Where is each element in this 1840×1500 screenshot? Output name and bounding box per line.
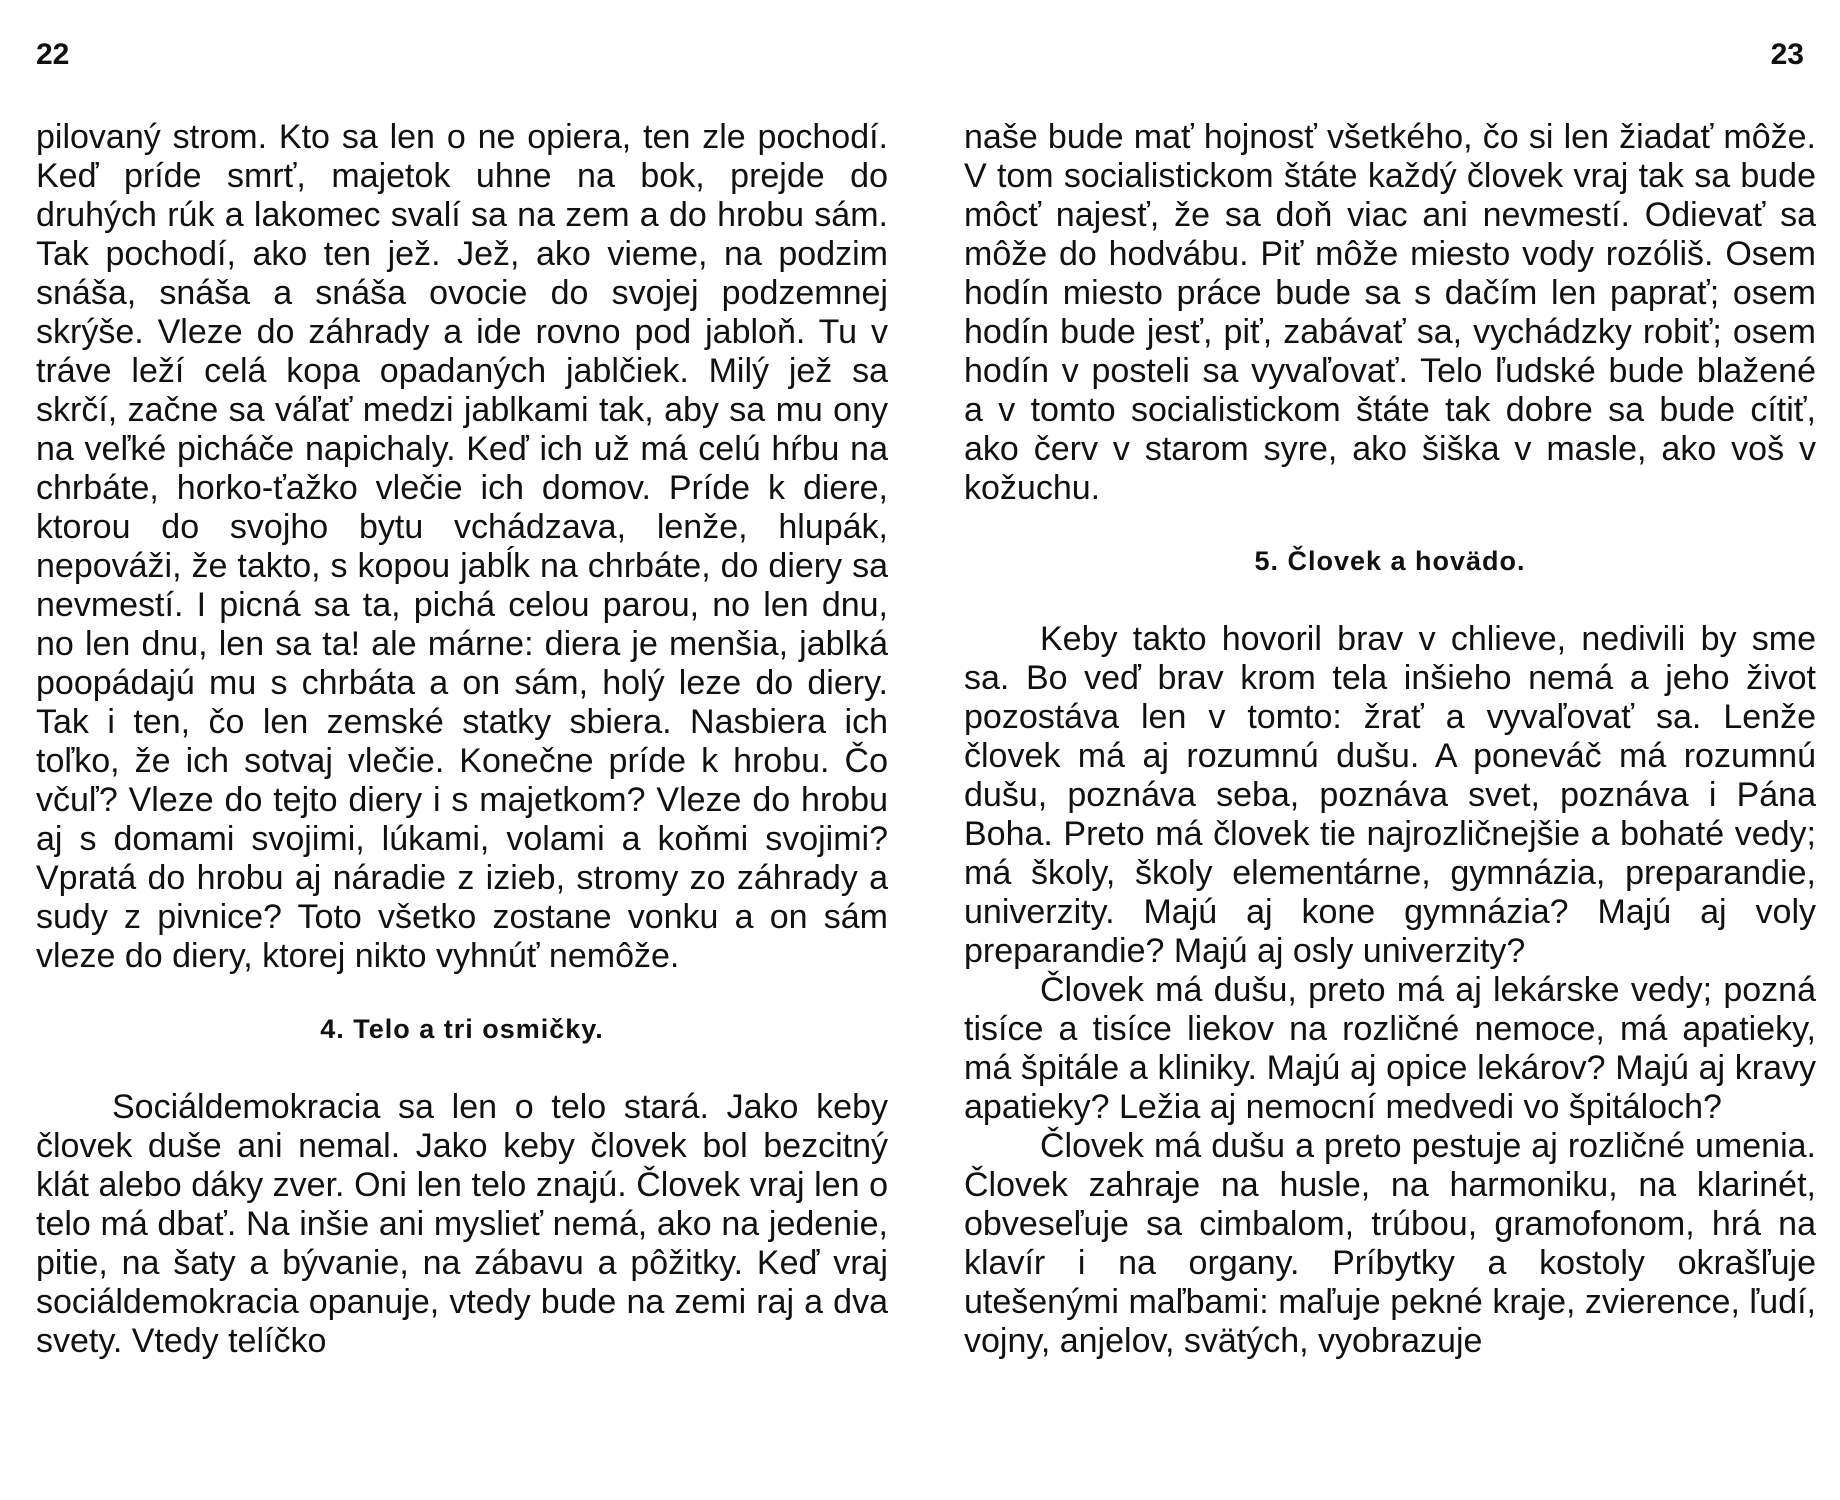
right-section-heading: 5. Človek a hovädo.: [1254, 546, 1526, 576]
left-page-column: [36, 118, 888, 1361]
left-paragraph-2: Sociáldemokracia sa len o telo stará. Jako keby človek duše ani nemal. Jako keby človek bol bezcitný klát alebo dáky zver. Oni len telo znajú. Človek vraj len o telo má dbať. Na inšie ani myslieť nemá, ako na jedenie, pitie, na šaty a bývanie, na zábavu a pôžitky. Keď vraj sociáldemokracia opanuje, vtedy bude na zemi raj a dva svety. Vtedy telíčko: [36, 1088, 888, 1360]
right-paragraph-4: Človek má dušu a preto pestuje aj rozličné umenia. Človek zahraje na husle, na harmoniku, na klarinét, obveseľuje sa cimbalom, trúbou, gramofonom, hrá na klavír i na organy. Príbytky a kostoly okrašľuje utešenými maľbami: maľuje pekné kraje, zvierence, ľudí, vojny, anjelov, svätých, vyobrazuje: [964, 1127, 1816, 1360]
page-number-right: 23: [1770, 38, 1804, 71]
page-number-left: 22: [36, 38, 70, 71]
left-section-heading: 4. Telo a tri osmičky.: [320, 1014, 604, 1044]
left-paragraph-1: pilovaný strom. Kto sa len o ne opiera, ten zle pochodí. Keď príde smrť, majetok uhne na bok, prejde do druhých rúk a lakomec svalí sa na zem a do hrobu sám. Tak pochodí, ako ten jež. Jež, ako vieme, na podzim snáša, snáša a snáša ovocie do svojej podzemnej skrýše. Vleze do záhrady a ide rovno pod jabloň. Tu v tráve leží celá kopa opadaných jablčiek. Milý jež sa skrčí, začne sa váľať medzi jablkami tak, aby sa mu ony na veľké picháče napichaly. Keď ich už má celú hŕbu na chrbáte, horko-ťažko vlečie ich domov. Príde k diere, ktorou do svojho bytu vchádzava, lenže, hlupák, nepováži, že takto, s kopou jabĺk na chrbáte, do diery sa nevmestí. I picná sa ta, pichá celou parou, no len dnu, no len dnu, len sa ta! ale márne: diera je menšia, jablká poopádajú mu s chrbáta a on sám, holý leze do diery. Tak i ten, čo len zemské statky sbiera. Nasbiera ich toľko, že ich sotvaj vlečie. Konečne príde k hrobu. Čo včuľ? Vleze do tejto diery i s majetkom? Vleze do hrobu aj s domami svojimi, lúkami, volami a koňmi svojimi? Vpratá do hrobu aj náradie z izieb, stromy zo záhrady a sudy z pivnice? Toto všetko zostane vonku a on sám vleze do diery, ktorej nikto vyhnúť nemôže.: [36, 118, 888, 975]
right-paragraph-2: Keby takto hovoril brav v chlieve, nedivili by sme sa. Bo veď brav krom tela inšieho nemá a jeho život pozostáva len v tomto: žrať a vyvaľovať sa. Lenže človek má aj rozumnú dušu. A poneváč má rozumnú dušu, poznáva seba, poznáva svet, poznáva i Pána Boha. Preto má človek tie najrozličnejšie a bohaté vedy; má školy, školy elementárne, gymnázia, preparandie, univerzity. Majú aj kone gymnázia? Majú aj voly preparandie? Majú aj osly univerzity?: [964, 620, 1816, 970]
right-paragraph-1: naše bude mať hojnosť všetkého, čo si len žiadať môže. V tom socialistickom štáte každý človek vraj tak sa bude môcť najesť, že sa doň viac ani nevmestí. Odievať sa môže do hodvábu. Piť môže miesto vody rozóliš. Osem hodín miesto práce bude sa s dačím len paprať; osem hodín bude jesť, piť, zabávať sa, vychádzky robiť; osem hodín v posteli sa vyvaľovať. Telo ľudské bude blažené a v tomto socialistickom štáte tak dobre sa bude cítiť, ako červ v starom syre, ako šiška v masle, ako voš v kožuchu.: [964, 118, 1816, 507]
right-page-column: [964, 118, 1816, 1361]
right-paragraph-3: Človek má dušu, preto má aj lekárske vedy; pozná tisíce a tisíce liekov na rozličné nemoce, má apatieky, má špitále a kliniky. Majú aj opice lekárov? Majú aj kravy apatieky? Ležia aj nemocní medvedi vo špitáloch?: [964, 971, 1816, 1126]
